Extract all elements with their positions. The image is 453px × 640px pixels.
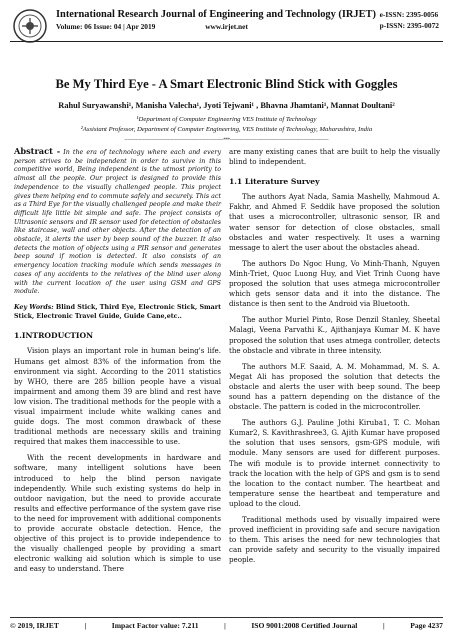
header-rule [10,41,443,42]
pissn: p-ISSN: 2395-0072 [379,21,439,30]
irjet-logo [12,8,48,44]
issn-block [380,9,439,31]
survey-paragraph-3: The author Muriel Pinto, Rose Denzil Stanley, Sheetal Malagi, Veena Parvathi K., Ajithanjaya Kumar M. K have proposed the solution that uses atmega controller, detects the obstacle and vibrate in three intensity. [229,315,440,355]
footer-page-number: Page 4237 [410,621,443,630]
left-column [14,147,221,581]
intro-paragraph-2: With the recent developments in hardware and software, many intelligent solutions have been introduced to help the blind person navigate independently. While such existing systems do help in outdoor navigation, but the need to provide accurate results and effective performance of the system gave rise to the need for improvement with additional components to provide accurate obstacle detection. Hence, the objective of this project is to provide independence to the visually challenged people by providing a smart electronic walking aid solution which is simple to use and easy to understand. There [14,453,221,574]
eissn: e-ISSN: 2395-0056 [379,10,439,19]
affiliation-2: ²Assistant Professor, Department of Computer Engineering, VES Institute of Technology, Maharashtra, India [80,126,373,133]
journal-url[interactable]: www.irjet.net [205,22,248,31]
footer-iso: ISO 9001:2008 Certified Journal [251,621,358,630]
journal-header [56,9,376,31]
abstract-heading: Abstract - [14,146,61,156]
literature-survey-heading: 1.1 Literature Survey [229,177,320,187]
volume-info: Volume: 06 Issue: 04 | Apr 2019 [56,22,156,31]
survey-paragraph-6: Traditional methods used by visually impaired were proved inefficient in providing safe and secure navigation to them. This arises the need for new technologies that can provide safety and security to the visually impaired people. [229,515,440,565]
keywords [14,304,221,321]
intro-paragraph-1: Vision plays an important role in human being's life. Humans get almost 83% of the information from the environment via sight. According to the 2011 statistics by WHO, there are 285 billion people have a visual impairment and among them 39 are blind and rest have low vision. The traditional methods for the people with a visual impairment include white walking canes and guide dogs. The most common drawback of these traditional methods are necessary skills and training required that makes them inaccessible to use. [14,346,221,447]
abstract-text: In the era of technology where each and every person strives to be independent in order to survive in this competitive world, Being independent is the utmost priority to almost all the people. Our project is designed to provide this independence to the visually challenged people. This project gives them helping end to commute safely and securely. This act as a Third Eye for the visually challenged people and make their difficult life little bit simple and safe. The project consists of Ultrasonic sensors and IR sensor used for detection of obstacles like staircase, wall and other objects. After the detection of an obstacle, it alerts the user by beep sound of the buzzer. It also detects the motion of objects using a PIR sensor and generates beep sound if motion is detected. It also consists of an emergency location tracking module which sends messages in cases of any accidents to the relatives of the blind user along with the current location of the user using GSM and GPS module. [14,149,221,296]
paper-title: Be My Third Eye - A Smart Electronic Blind Stick with Goggles [55,77,398,91]
intro-continuation: are many existing canes that are built to help the visually blind to independent. [229,147,440,167]
intro-heading: 1.INTRODUCTION [14,331,94,341]
survey-paragraph-5: The authors G.J. Pauline Jothi Kiruba1, T. C. Mohan Kumar2, S. Kavithrashree3, G. Ajith Kumar have proposed the solution that uses sensors, gsm-GPS module, wifi module. Many sensors are used for different purposes. The wifi module is to provide internet connectivity to track the location with the help of GPS and gsm is to send the location to the contact number. The heartbeat and temperature sense the heartbeat and temperature and upload to the cloud. [229,418,440,508]
page-footer [10,621,443,630]
affiliation-1: ¹Department of Computer Engineering VES Institute of Technology [136,116,317,123]
footer-separator: | [382,621,385,630]
footer-rule [10,617,443,618]
volume-line [56,22,356,31]
survey-paragraph-4: The authors M.F. Saaid, A. M. Mohammad, M. S. A. Megat Ali has proposed the solution that detects the obstacle and alerts the user with beep sound. The beep sound has a pattern depending on the distance of the obstacle. The pattern is coded in the microcontroller. [229,361,440,412]
survey-paragraph-1: The authors Ayat Nada, Samia Mashelly, Mahmoud A. Fakhr, and Ahmed F. Seddik have proposed the solution that uses a microcontroller, ultrasonic sensor, IR and water sensor for detection of close obstacles, small obstacles and water respectively. It uses a warning message to alert the user about the obstacles ahead. [229,192,440,252]
abstract [14,147,221,297]
keywords-text: Blind Stick, Third Eye, Electronic Stick, Smart Stick, Electronic Travel Guide, Guide Cane,etc.. [14,303,221,320]
footer-copyright: © 2019, IRJET [10,621,59,630]
right-column [229,147,440,571]
separator-line: -----------------------------------------------------------------------***----------------------------------------------------------------------- [124,137,329,143]
survey-paragraph-2: The authors Do Ngoc Hung, Vo Minh-Thanh, Nguyen Minh-Triet, Quoc Luong Huy, and Viet Trinh Cuong have proposed the solution that uses atmega microcontroller which gets sensor data and it into the distance. The distance is then sent to the Android via Bluetooth. [229,258,440,309]
footer-separator: | [224,621,226,630]
author-list: Rahul Suryawanshi¹, Manisha Valecha¹, Jyoti Tejwani¹ , Bhavna Jhamtani¹, Mannat Doultani² [58,101,395,110]
journal-name: International Research Journal of Engineering and Technology (IRJET) [56,9,376,20]
footer-impact-factor: Impact Factor value: 7.211 [111,621,199,630]
footer-separator: | [84,621,87,630]
keywords-label: Key Words: [14,303,54,311]
